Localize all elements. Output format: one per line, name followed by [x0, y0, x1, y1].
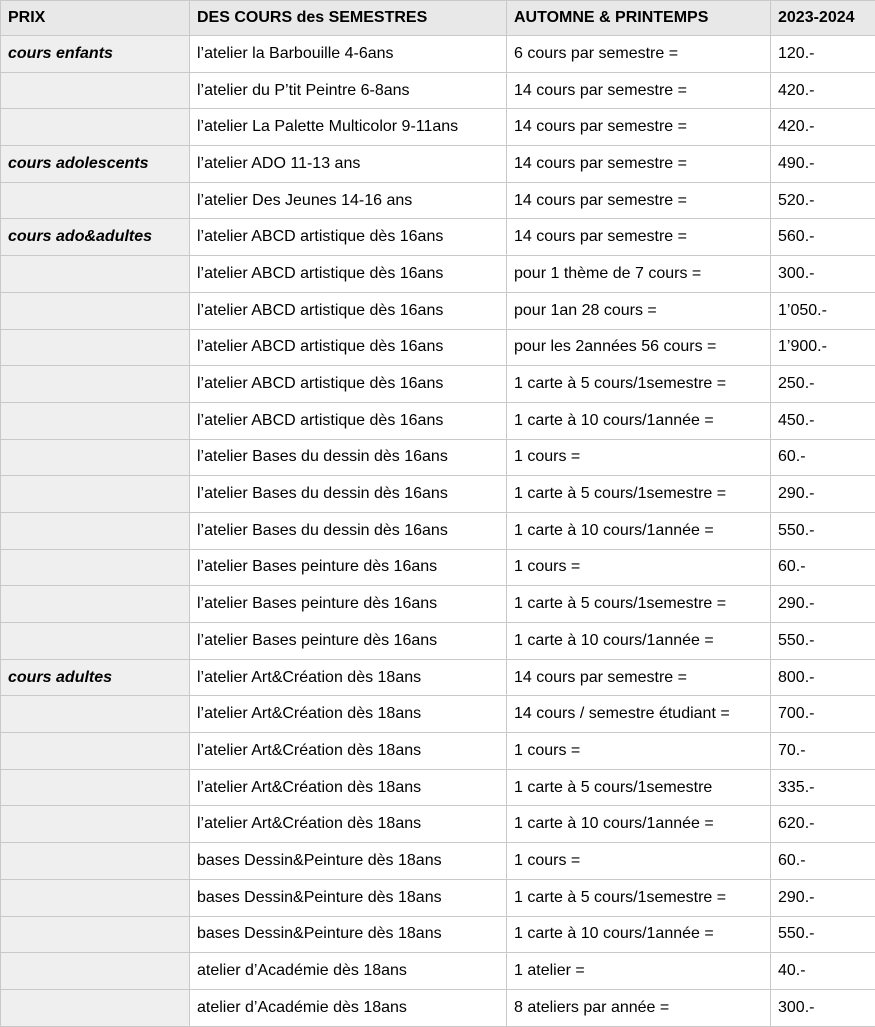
price-cell: 620.- — [771, 806, 875, 843]
course-cell: l’atelier ABCD artistique dès 16ans — [190, 292, 507, 329]
course-cell: l’atelier ABCD artistique dès 16ans — [190, 329, 507, 366]
course-cell: l’atelier Bases peinture dès 16ans — [190, 623, 507, 660]
price-cell: 300.- — [771, 989, 875, 1026]
price-cell: 1’900.- — [771, 329, 875, 366]
table-row — [1, 256, 875, 293]
price-cell: 700.- — [771, 696, 875, 733]
table-row — [1, 696, 875, 733]
course-cell: l’atelier La Palette Multicolor 9-11ans — [190, 109, 507, 146]
price-cell: 800.- — [771, 659, 875, 696]
table-row — [1, 109, 875, 146]
course-cell: l’atelier Bases du dessin dès 16ans — [190, 512, 507, 549]
price-cell: 550.- — [771, 512, 875, 549]
price-cell: 450.- — [771, 402, 875, 439]
category-cell — [1, 72, 190, 109]
category-cell — [1, 916, 190, 953]
detail-cell: 1 carte à 10 cours/1année = — [507, 623, 771, 660]
table-row — [1, 219, 875, 256]
course-cell: atelier d’Académie dès 18ans — [190, 953, 507, 990]
price-cell: 490.- — [771, 146, 875, 183]
category-cell — [1, 549, 190, 586]
price-cell: 120.- — [771, 36, 875, 73]
price-cell: 550.- — [771, 623, 875, 660]
course-cell: bases Dessin&Peinture dès 18ans — [190, 916, 507, 953]
table-row — [1, 182, 875, 219]
course-cell: l’atelier Des Jeunes 14-16 ans — [190, 182, 507, 219]
course-cell: l’atelier ABCD artistique dès 16ans — [190, 219, 507, 256]
detail-cell: pour 1 thème de 7 cours = — [507, 256, 771, 293]
price-cell: 560.- — [771, 219, 875, 256]
detail-cell: 1 carte à 5 cours/1semestre = — [507, 879, 771, 916]
course-cell: l’atelier la Barbouille 4-6ans — [190, 36, 507, 73]
price-cell: 300.- — [771, 256, 875, 293]
category-cell — [1, 989, 190, 1026]
course-cell: l’atelier Bases du dessin dès 16ans — [190, 439, 507, 476]
table-row — [1, 989, 875, 1026]
header-courses: DES COURS des SEMESTRES — [190, 1, 507, 36]
category-cell: cours adultes — [1, 659, 190, 696]
table-row — [1, 476, 875, 513]
detail-cell: 1 carte à 5 cours/1semestre = — [507, 476, 771, 513]
detail-cell: 1 cours = — [507, 439, 771, 476]
table-row — [1, 72, 875, 109]
category-cell — [1, 402, 190, 439]
table-row — [1, 439, 875, 476]
category-cell — [1, 182, 190, 219]
detail-cell: pour 1an 28 cours = — [507, 292, 771, 329]
course-cell: l’atelier ABCD artistique dès 16ans — [190, 256, 507, 293]
detail-cell: 1 cours = — [507, 733, 771, 770]
detail-cell: 1 carte à 10 cours/1année = — [507, 512, 771, 549]
table-row — [1, 916, 875, 953]
price-cell: 335.- — [771, 769, 875, 806]
category-cell: cours adolescents — [1, 146, 190, 183]
course-cell: atelier d’Académie dès 18ans — [190, 989, 507, 1026]
table-row — [1, 879, 875, 916]
table-row — [1, 733, 875, 770]
category-cell — [1, 623, 190, 660]
detail-cell: 14 cours par semestre = — [507, 72, 771, 109]
category-cell — [1, 843, 190, 880]
category-cell — [1, 879, 190, 916]
table-row — [1, 549, 875, 586]
header-prix: PRIX — [1, 1, 190, 36]
category-cell — [1, 476, 190, 513]
price-cell: 1’050.- — [771, 292, 875, 329]
table-row — [1, 36, 875, 73]
detail-cell: 1 atelier = — [507, 953, 771, 990]
header-season: AUTOMNE & PRINTEMPS — [507, 1, 771, 36]
course-cell: l’atelier Art&Création dès 18ans — [190, 806, 507, 843]
detail-cell: 1 carte à 10 cours/1année = — [507, 916, 771, 953]
course-cell: l’atelier Art&Création dès 18ans — [190, 769, 507, 806]
header-row — [1, 1, 875, 36]
price-cell: 60.- — [771, 549, 875, 586]
category-cell: cours ado&adultes — [1, 219, 190, 256]
detail-cell: 1 carte à 10 cours/1année = — [507, 806, 771, 843]
price-cell: 520.- — [771, 182, 875, 219]
category-cell — [1, 696, 190, 733]
category-cell: cours enfants — [1, 36, 190, 73]
detail-cell: 14 cours par semestre = — [507, 219, 771, 256]
detail-cell: 14 cours par semestre = — [507, 659, 771, 696]
course-cell: l’atelier Art&Création dès 18ans — [190, 733, 507, 770]
table-row — [1, 769, 875, 806]
detail-cell: 14 cours par semestre = — [507, 109, 771, 146]
price-cell: 290.- — [771, 879, 875, 916]
price-cell: 250.- — [771, 366, 875, 403]
category-cell — [1, 109, 190, 146]
table-row — [1, 623, 875, 660]
category-cell — [1, 256, 190, 293]
table-row — [1, 366, 875, 403]
detail-cell: 1 cours = — [507, 843, 771, 880]
price-cell: 550.- — [771, 916, 875, 953]
category-cell — [1, 512, 190, 549]
detail-cell: 1 carte à 10 cours/1année = — [507, 402, 771, 439]
category-cell — [1, 953, 190, 990]
table-row — [1, 512, 875, 549]
category-cell — [1, 806, 190, 843]
detail-cell: 1 carte à 5 cours/1semestre — [507, 769, 771, 806]
price-cell: 40.- — [771, 953, 875, 990]
header-year: 2023-2024 — [771, 1, 875, 36]
detail-cell: 1 carte à 5 cours/1semestre = — [507, 366, 771, 403]
course-cell: bases Dessin&Peinture dès 18ans — [190, 879, 507, 916]
table-row — [1, 806, 875, 843]
detail-cell: 14 cours par semestre = — [507, 182, 771, 219]
table-row — [1, 292, 875, 329]
detail-cell: 14 cours / semestre étudiant = — [507, 696, 771, 733]
table-row — [1, 329, 875, 366]
table-row — [1, 953, 875, 990]
price-cell: 60.- — [771, 843, 875, 880]
price-cell: 290.- — [771, 586, 875, 623]
price-cell: 420.- — [771, 109, 875, 146]
detail-cell: 14 cours par semestre = — [507, 146, 771, 183]
category-cell — [1, 733, 190, 770]
course-cell: l’atelier ABCD artistique dès 16ans — [190, 402, 507, 439]
course-cell: l’atelier Art&Création dès 18ans — [190, 696, 507, 733]
category-cell — [1, 439, 190, 476]
detail-cell: 6 cours par semestre = — [507, 36, 771, 73]
table-row — [1, 659, 875, 696]
table-row — [1, 402, 875, 439]
course-cell: l’atelier Bases peinture dès 16ans — [190, 586, 507, 623]
table-row — [1, 843, 875, 880]
course-cell: bases Dessin&Peinture dès 18ans — [190, 843, 507, 880]
course-cell: l’atelier Bases peinture dès 16ans — [190, 549, 507, 586]
table-row — [1, 146, 875, 183]
detail-cell: 1 cours = — [507, 549, 771, 586]
price-cell: 70.- — [771, 733, 875, 770]
course-cell: l’atelier Art&Création dès 18ans — [190, 659, 507, 696]
price-cell: 420.- — [771, 72, 875, 109]
table-row — [1, 586, 875, 623]
detail-cell: 8 ateliers par année = — [507, 989, 771, 1026]
detail-cell: 1 carte à 5 cours/1semestre = — [507, 586, 771, 623]
category-cell — [1, 292, 190, 329]
category-cell — [1, 586, 190, 623]
course-cell: l’atelier du P’tit Peintre 6-8ans — [190, 72, 507, 109]
price-cell: 290.- — [771, 476, 875, 513]
table-body — [1, 36, 875, 1027]
detail-cell: pour les 2années 56 cours = — [507, 329, 771, 366]
category-cell — [1, 329, 190, 366]
price-cell: 60.- — [771, 439, 875, 476]
course-cell: l’atelier ADO 11-13 ans — [190, 146, 507, 183]
course-cell: l’atelier ABCD artistique dès 16ans — [190, 366, 507, 403]
course-cell: l’atelier Bases du dessin dès 16ans — [190, 476, 507, 513]
category-cell — [1, 769, 190, 806]
category-cell — [1, 366, 190, 403]
